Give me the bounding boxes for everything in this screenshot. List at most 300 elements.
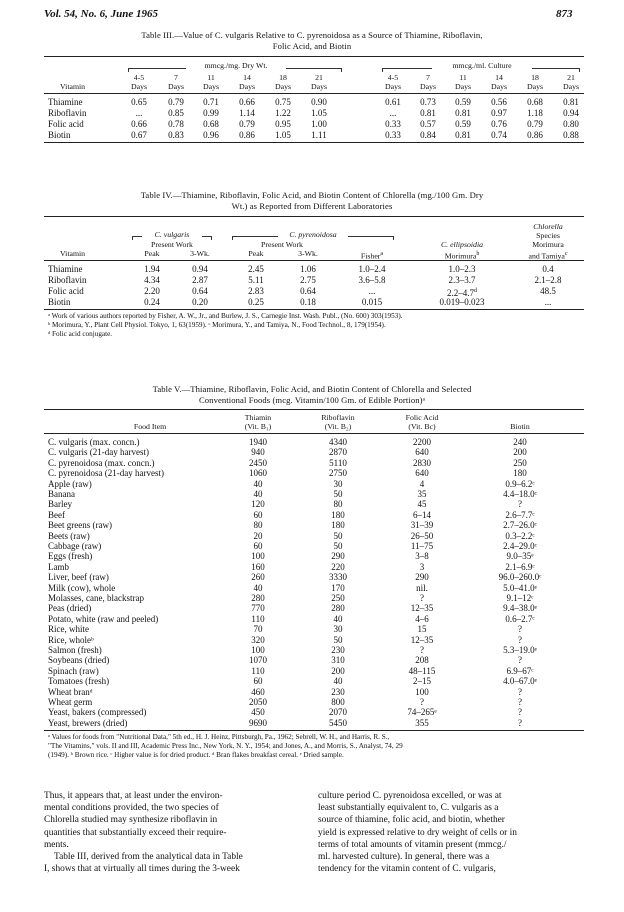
table3-cell: 0.61 bbox=[385, 97, 401, 107]
table5-cell: 460 bbox=[251, 686, 265, 697]
table4-cell-value: 48.5 bbox=[540, 286, 556, 296]
table5-cell: 50 bbox=[333, 530, 343, 541]
table5-cell: 5.3–19.0ᵉ bbox=[503, 645, 537, 655]
table5-cell: ? bbox=[518, 707, 522, 718]
table4-cell bbox=[236, 264, 276, 274]
table5-cell: 2830 bbox=[413, 457, 431, 468]
table5-row-name: Rice, wholeᵇ bbox=[48, 634, 94, 645]
table5-biotin-head: Biotin bbox=[510, 422, 530, 431]
table3-days-word: Days bbox=[419, 82, 437, 91]
table3-cell: 0.81 bbox=[563, 97, 579, 107]
table3-days-word: Days bbox=[384, 82, 402, 91]
table4-cell-value: 2.3–3.7 bbox=[448, 275, 476, 285]
table4-caption-line1: Table IV.—Thiamine, Riboflavin, Folic Acid, and Biotin Content of Chlorella (mg./100 Gm. Dry bbox=[140, 190, 484, 200]
table5-cell: 35 bbox=[417, 489, 427, 499]
table5-cell: ? bbox=[518, 499, 522, 510]
table4-cell-value: 0.019–0.023 bbox=[439, 297, 485, 307]
table5-cell: 2750 bbox=[329, 468, 347, 479]
table5-cell: ? bbox=[518, 697, 522, 707]
table4-3wk-head-2: 3-Wk. bbox=[298, 249, 318, 258]
table3-head-rule bbox=[44, 93, 584, 94]
table5-cell: 6.9–67ᶜ bbox=[506, 665, 534, 676]
table5-cell: 2070 bbox=[329, 707, 347, 718]
table4-ellipsoidia-head: C. ellipsoidia bbox=[440, 240, 484, 249]
table4-cell bbox=[288, 286, 328, 296]
table5-cell: 40 bbox=[253, 489, 263, 499]
table3-cell: 1.05 bbox=[311, 108, 327, 118]
table5-cell: 640 bbox=[415, 468, 429, 479]
table5-cell: ? bbox=[518, 655, 522, 666]
table5-cell: 220 bbox=[331, 561, 345, 572]
table3-cell: 0.88 bbox=[563, 130, 579, 140]
table5-cell: 1940 bbox=[249, 437, 267, 447]
table5-row-name: Wheat germ bbox=[48, 697, 93, 707]
table4-cell-value: ... bbox=[544, 297, 552, 307]
table4-cell bbox=[342, 264, 402, 274]
table5-cell: 208 bbox=[415, 655, 429, 666]
table4-cell bbox=[342, 275, 402, 285]
table5-cell: 12–35 bbox=[410, 603, 434, 614]
table4-row-name: Folic acid bbox=[48, 286, 84, 296]
table4-cell-value: ... bbox=[368, 286, 376, 296]
body-line: culture period C. pyrenoidosa excelled, or was at bbox=[318, 791, 502, 801]
table3-days-word: Days bbox=[490, 82, 508, 91]
table5-cell: 355 bbox=[415, 717, 429, 728]
table3-group1-label: mmcg./mg. Dry Wt. bbox=[186, 61, 286, 71]
table5-row-name: Peas (dried) bbox=[48, 603, 92, 614]
table5-row-name: Apple (raw) bbox=[48, 478, 92, 489]
table4-cell bbox=[236, 275, 276, 285]
table3-row-name: Riboflavin bbox=[48, 108, 87, 118]
table5-row-name: Spinach (raw) bbox=[48, 665, 99, 676]
table4-caption-line2: Wt.) as Reported from Different Laboratories bbox=[231, 201, 393, 211]
table5-row-name: C. pyrenoidosa (max. concn.) bbox=[48, 457, 155, 468]
table3-day-num: 14 bbox=[243, 73, 251, 82]
table3-row-name: Thiamine bbox=[48, 97, 83, 107]
table5-cell: 5450 bbox=[329, 717, 347, 728]
table5-cell: 940 bbox=[251, 447, 265, 458]
table3-cell: 0.83 bbox=[168, 130, 184, 140]
table5-row-name: Beef bbox=[48, 509, 65, 520]
table5-cell: 2870 bbox=[329, 447, 347, 458]
table4-present-work-2: Present Work bbox=[261, 240, 303, 249]
table3-cell: ... bbox=[389, 108, 397, 118]
table5-cell: ? bbox=[420, 645, 424, 655]
table4-cell bbox=[288, 297, 328, 307]
table5-food-head: Food Item bbox=[133, 422, 167, 431]
body-line: Thus, it appears that, at least under the environ- bbox=[44, 791, 223, 801]
table5-row-name: Banana bbox=[48, 489, 75, 499]
table5-cell: 640 bbox=[415, 447, 429, 458]
table5-cell: 40 bbox=[253, 582, 263, 593]
table4-footnotes bbox=[48, 312, 580, 339]
table4-cell bbox=[236, 286, 276, 296]
table5-row-name: Beet greens (raw) bbox=[48, 520, 112, 531]
table3-day-num: 4-5 bbox=[133, 73, 145, 82]
table5-cell: 96.0–260.0ᶜ bbox=[498, 572, 542, 583]
body-line: Chlorella studied may synthesize riboflavin in bbox=[44, 815, 218, 826]
table3-caption-line2: Folic Acid, and Biotin bbox=[272, 41, 352, 51]
table4-cell-value: 0.24 bbox=[144, 297, 160, 307]
table5-caption-line1: Table V.—Thiamine, Riboflavin, Folic Acid, and Biotin Content of Chlorella and Selected bbox=[152, 384, 472, 394]
table4-cell-value: 0.64 bbox=[192, 286, 208, 296]
table5-cell: 11–75 bbox=[410, 541, 434, 551]
body-line: tendency for the vitamin content of C. vulgaris, bbox=[318, 864, 496, 875]
table3-cell: 0.78 bbox=[168, 119, 184, 129]
table5-cell: 9690 bbox=[249, 717, 267, 728]
table4-caption bbox=[44, 190, 580, 212]
table5-cell: 5110 bbox=[329, 457, 347, 468]
table4-morimura-sup: b bbox=[476, 251, 480, 257]
table4-cell bbox=[132, 264, 172, 274]
table5-cell: 2.7–26.0ᶜ bbox=[503, 520, 537, 531]
table3-days-word: Days bbox=[274, 82, 292, 91]
table5-cell: 100 bbox=[251, 551, 265, 562]
table3-days-word: Days bbox=[130, 82, 148, 91]
body-column-left bbox=[44, 790, 306, 875]
table5-cell: 60 bbox=[253, 676, 263, 687]
table4-cell-value: 0.94 bbox=[192, 264, 208, 274]
table3-cell: 0.73 bbox=[420, 97, 436, 107]
table5-cell: 40 bbox=[333, 676, 343, 687]
table5-row-name: Salmon (fresh) bbox=[48, 645, 102, 655]
table5-cell: 290 bbox=[331, 551, 345, 562]
table5-cell: 15 bbox=[417, 624, 427, 635]
table4-cell bbox=[132, 275, 172, 285]
table5-caption-line2: Conventional Foods (mcg. Vitamin/100 Gm. of Edible Portion)ᵃ bbox=[198, 395, 426, 405]
table5-row-name: Liver, beef (raw) bbox=[48, 572, 109, 583]
table5-cell: 2.4–29.0ᶜ bbox=[503, 541, 537, 551]
table4-cell-value: 2.75 bbox=[300, 275, 316, 285]
table5-cell: 2050 bbox=[249, 697, 267, 707]
body-line: I, shows that at virtually all times during the 3-week bbox=[44, 864, 240, 875]
table3-day-num: 11 bbox=[207, 73, 215, 82]
table5-cell: 0.9–6.2ᶜ bbox=[505, 478, 535, 489]
table4-cell-value: 1.0–2.4 bbox=[358, 264, 386, 274]
page-number: 873 bbox=[556, 8, 573, 20]
table5-cell: 3 bbox=[419, 561, 425, 572]
table5-cell: 200 bbox=[331, 665, 345, 676]
table5-cell: 50 bbox=[333, 541, 343, 551]
table4-cell-value: 0.25 bbox=[248, 297, 264, 307]
table3-day-num: 7 bbox=[174, 73, 178, 82]
table3-vitamin-head: Vitamin bbox=[60, 82, 86, 91]
table3-day-num: 4-5 bbox=[387, 73, 399, 82]
table4-cell bbox=[180, 264, 220, 274]
table4-vulgaris-head: C. vulgaris bbox=[142, 230, 202, 240]
table5-cell: 120 bbox=[251, 499, 265, 510]
table4-peak-head-2: Peak bbox=[248, 249, 264, 258]
table4-cell bbox=[518, 275, 578, 285]
table3-days-word: Days bbox=[238, 82, 256, 91]
table3-cell: 0.57 bbox=[420, 119, 436, 129]
table3-cell: 1.05 bbox=[275, 130, 291, 140]
table3-cell: 0.85 bbox=[168, 108, 184, 118]
table4-footnote-3: ᵈ Folic acid conjugate. bbox=[48, 330, 113, 338]
table4-tamiya-label: and Tamiya bbox=[528, 251, 565, 261]
table4-cell-value: 5.11 bbox=[248, 275, 264, 285]
table5-thiamin-sub: (Vit. B₁) bbox=[244, 422, 272, 431]
table3-days-word: Days bbox=[454, 82, 472, 91]
table4-cell bbox=[180, 297, 220, 307]
table5-row-name: Eggs (fresh) bbox=[48, 551, 93, 562]
table5-cell: 4.4–18.0ᶜ bbox=[503, 489, 537, 499]
table5-cell: 0.6–2.7ᶜ bbox=[505, 613, 535, 624]
table3-days-word: Days bbox=[167, 82, 185, 91]
table5-cell: 230 bbox=[331, 645, 345, 655]
table5-cell: 12–35 bbox=[410, 634, 434, 645]
running-header-left: Vol. 54, No. 6, June 1965 bbox=[44, 8, 158, 20]
table3-cell: 1.11 bbox=[311, 130, 327, 140]
table4-species-head: Species bbox=[536, 231, 560, 240]
body-column-right bbox=[318, 790, 580, 875]
table5-cell: 9.0–35ᵉ bbox=[506, 551, 534, 562]
table5-cell: 100 bbox=[415, 686, 429, 697]
table5-row-name: Molasses, cane, blackstrap bbox=[48, 593, 144, 603]
table3-cell: 0.79 bbox=[239, 119, 255, 129]
table4-cell-value: 1.06 bbox=[300, 264, 316, 274]
table4-cell bbox=[422, 275, 502, 285]
table3-cell: 0.33 bbox=[385, 130, 401, 140]
table5-cell: 3–8 bbox=[415, 551, 429, 562]
table5-row-name: Tomatoes (fresh) bbox=[48, 676, 110, 687]
table5-cell: ? bbox=[420, 593, 424, 603]
table3-cell: 0.94 bbox=[563, 108, 579, 118]
table4-row-name: Thiamine bbox=[48, 264, 83, 274]
table4-row-name: Biotin bbox=[48, 297, 71, 307]
table5-cell: 9.1–12ᶜ bbox=[506, 593, 534, 603]
body-line: terms of total amounts of vitamin present (mmcg./ bbox=[318, 839, 507, 850]
table5-cell: 310 bbox=[331, 655, 345, 666]
table5-cell: 230 bbox=[331, 686, 345, 697]
table5-row-name: Yeast, brewers (dried) bbox=[48, 717, 128, 728]
table3-days-word: Days bbox=[310, 82, 328, 91]
body-line: source of thiamine, folic acid, and biotin, whether bbox=[318, 815, 505, 826]
table5-cell: ? bbox=[518, 686, 522, 697]
table3-cell: 0.84 bbox=[420, 130, 436, 140]
table5-cell: 160 bbox=[251, 561, 265, 572]
table4-cell-value: 2.87 bbox=[192, 275, 208, 285]
table4-fisher-sup: a bbox=[380, 251, 384, 257]
table5-cell: 9.4–38.0ᵉ bbox=[503, 603, 537, 614]
table4-chlorella-head: Chlorella bbox=[533, 222, 563, 231]
table4-cell bbox=[342, 297, 402, 307]
table3-group2-label: mmcg./ml. Culture bbox=[432, 61, 532, 71]
table5-cell: 100 bbox=[251, 645, 265, 655]
body-line: least substantially equivalent to, C. vulgaris as a bbox=[318, 803, 499, 814]
table5-cell: 50 bbox=[333, 489, 343, 499]
table5-cell: 45 bbox=[417, 499, 427, 510]
table5-cell: 5.0–41.0ᵉ bbox=[503, 582, 537, 593]
table5-cell: 4–6 bbox=[415, 613, 429, 624]
table5-row-name: Lamb bbox=[48, 561, 69, 572]
table5-row-name: Beets (raw) bbox=[48, 530, 90, 541]
table5-cell: 74–265ᵉ bbox=[407, 707, 437, 718]
table3-cell: 0.90 bbox=[311, 97, 327, 107]
table4-cell bbox=[342, 286, 402, 296]
table5-cell: 250 bbox=[513, 457, 527, 468]
table5-row-name: C. vulgaris (max. concn.) bbox=[48, 437, 140, 447]
body-line: ml. harvested culture). In general, there was a bbox=[318, 852, 490, 863]
table3-cell: 0.33 bbox=[385, 119, 401, 129]
table5-bottom-rule bbox=[44, 730, 584, 731]
table3-row-name: Folic acid bbox=[48, 119, 84, 129]
table5-ribo-head: Riboflavin bbox=[321, 413, 355, 422]
table3-caption bbox=[44, 30, 580, 52]
table5-cell: 2.6–7.7ᶜ bbox=[505, 509, 535, 520]
table5-cell: 200 bbox=[513, 447, 527, 458]
table3-cell: 0.96 bbox=[203, 130, 219, 140]
table3-cell: 0.80 bbox=[563, 119, 579, 129]
table4-cell bbox=[132, 286, 172, 296]
table4-cell-value: 2.20 bbox=[144, 286, 160, 296]
table5-cell: 6–14 bbox=[413, 509, 431, 520]
table3-cell: 0.59 bbox=[455, 119, 471, 129]
table5-cell: 280 bbox=[251, 593, 265, 603]
table5-cell: 3330 bbox=[329, 572, 347, 583]
table4-cell bbox=[518, 297, 578, 307]
table5-ribo-sub: (Vit. B₂) bbox=[324, 422, 352, 431]
table5-footnote-3: (1949). ᵇ Brown rice. ᶜ Higher value is for dried product. ᵈ Bran flakes breakfast cereal. ᵉ Dried sample. bbox=[48, 751, 344, 759]
table4-cell bbox=[288, 275, 328, 285]
table4-cell-value: 0.64 bbox=[300, 286, 316, 296]
table4-3wk-head-1: 3-Wk. bbox=[190, 249, 210, 258]
table4-cell-value: 2.83 bbox=[248, 286, 264, 296]
table3-day-num: 21 bbox=[315, 73, 323, 82]
table4-present-work-1: Present Work bbox=[151, 240, 193, 249]
body-line: ments. bbox=[44, 839, 69, 850]
table4-fisher-label: Fisher bbox=[360, 251, 381, 261]
table3-cell: 1.18 bbox=[527, 108, 543, 118]
table5-footnote-1: ᵃ Values for foods from "Nutritional Data," 5th ed., H. J. Heinz, Pittsburgh, Pa., 1962; Sebrell, W. H., and Harris, R. S., bbox=[48, 733, 390, 741]
table5-cell: 2200 bbox=[413, 437, 431, 447]
table4-head-rule bbox=[44, 260, 584, 261]
table4-cell-value: 2.45 bbox=[248, 264, 264, 274]
table4-cell-value: 2.2–4.7 bbox=[447, 288, 474, 298]
table3-cell: 1.22 bbox=[275, 108, 291, 118]
table4-cell bbox=[236, 297, 276, 307]
table3-cell: ... bbox=[135, 108, 143, 118]
table3-bottom-rule bbox=[44, 142, 584, 143]
table3-row-name: Biotin bbox=[48, 130, 71, 140]
table3-cell: 0.76 bbox=[491, 119, 507, 129]
table3-cell: 0.59 bbox=[455, 97, 471, 107]
table3-top-rule bbox=[44, 56, 584, 57]
table4-top-rule bbox=[44, 216, 584, 217]
table3-cell: 0.81 bbox=[420, 108, 436, 118]
table4-cell bbox=[180, 275, 220, 285]
table5-cell: ? bbox=[518, 634, 522, 645]
table4-cell-value: 4.34 bbox=[144, 275, 160, 285]
table5-cell: 48–115 bbox=[408, 665, 436, 676]
table3-cell: 0.75 bbox=[275, 97, 291, 107]
table5-folic-head: Folic Acid bbox=[405, 413, 439, 422]
table5-cell: 110 bbox=[251, 665, 265, 676]
table3-cell: 0.86 bbox=[239, 130, 255, 140]
table5-cell: 1060 bbox=[249, 468, 267, 479]
table5-cell: 30 bbox=[333, 478, 343, 489]
table5-head-rule bbox=[44, 433, 584, 434]
table5-cell: 4340 bbox=[329, 437, 347, 447]
table3-cell: 0.79 bbox=[527, 119, 543, 129]
table3-cell: 0.86 bbox=[527, 130, 543, 140]
body-line: Table III, derived from the analytical data in Table bbox=[54, 852, 243, 863]
table5-cell: 110 bbox=[251, 613, 265, 624]
table4-cell-sup: d bbox=[474, 288, 477, 294]
table5-cell: 80 bbox=[253, 520, 263, 531]
table3-cell: 0.56 bbox=[491, 97, 507, 107]
table4-cell bbox=[422, 264, 502, 274]
table5-cell: 240 bbox=[513, 437, 527, 447]
table5-cell: 4 bbox=[419, 478, 425, 489]
table5-cell: ? bbox=[518, 717, 522, 728]
body-line: quantities that substantially exceed their require- bbox=[44, 827, 227, 838]
table3-cell: 0.66 bbox=[239, 97, 255, 107]
table4-cell bbox=[422, 297, 502, 307]
table5-cell: 60 bbox=[253, 541, 263, 551]
table5-row-name: Barley bbox=[48, 499, 72, 510]
table4-morimura-label: Morimura bbox=[444, 251, 477, 261]
table5-cell: 260 bbox=[251, 572, 265, 583]
table5-cell: 180 bbox=[331, 520, 345, 531]
table5-cell: 180 bbox=[331, 509, 345, 520]
table4-tamiya-sup: c bbox=[564, 251, 568, 257]
table3-cell: 0.68 bbox=[203, 119, 219, 129]
table4-row-name: Riboflavin bbox=[48, 275, 87, 285]
table5-cell: 290 bbox=[415, 572, 429, 583]
table5-row-name: Yeast, bakers (compressed) bbox=[48, 707, 147, 718]
table5-cell: 0.3–2.2ᶜ bbox=[505, 530, 535, 541]
table5-cell: 40 bbox=[333, 613, 343, 624]
table5-cell: ? bbox=[420, 697, 424, 707]
table4-morimura-head-2: Morimura bbox=[532, 240, 564, 249]
table5-cell: ? bbox=[518, 624, 522, 635]
table5-footnote-2: "The Vitamins," vols. II and III, Academic Press Inc., New York, N. Y., 1954; and Jones, A., and Morris, S., Analyst, 74, 29 bbox=[48, 742, 403, 750]
table4-cell-value: 1.94 bbox=[144, 264, 160, 274]
table3-cell: 1.14 bbox=[239, 108, 255, 118]
table4-cell-value: 0.015 bbox=[361, 297, 383, 307]
table3-cell: 0.67 bbox=[131, 130, 147, 140]
table3-cell: 0.68 bbox=[527, 97, 543, 107]
table4-vitamin-head: Vitamin bbox=[60, 249, 86, 258]
table5-row-name: C. pyrenoidosa (21-day harvest) bbox=[48, 468, 164, 479]
table5-cell: 2.1–6.9ᶜ bbox=[505, 561, 535, 572]
table3-day-num: 18 bbox=[279, 73, 287, 82]
table5-cell: 40 bbox=[253, 478, 263, 489]
table4-peak-head-1: Peak bbox=[144, 249, 160, 258]
table3-day-num: 21 bbox=[567, 73, 575, 82]
table3-cell: 0.66 bbox=[131, 119, 147, 129]
table3-days-word: Days bbox=[202, 82, 220, 91]
table3-caption-line1: Table III.—Value of C. vulgaris Relative to C. pyrenoidosa as a Source of Thiamine, Riboflavin, bbox=[141, 30, 483, 40]
table3-day-num: 14 bbox=[495, 73, 503, 82]
table5-cell: 50 bbox=[333, 634, 343, 645]
table3-day-num: 18 bbox=[531, 73, 539, 82]
table5-row-name: Milk (cow), whole bbox=[48, 582, 116, 593]
table4-pyrenoidosa-head: C. pyrenoidosa bbox=[278, 230, 348, 240]
table5-row-name: C. vulgaris (21-day harvest) bbox=[48, 447, 149, 458]
table4-cell-value: 0.18 bbox=[300, 297, 316, 307]
table5-cell: 60 bbox=[253, 509, 263, 520]
table5-cell: 170 bbox=[331, 582, 345, 593]
table5-top-rule bbox=[44, 409, 584, 410]
table4-cell bbox=[180, 286, 220, 296]
table5-folic-sub: (Vit. Bc) bbox=[408, 422, 436, 431]
table3-cell: 0.74 bbox=[491, 130, 507, 140]
table5-cell: nil. bbox=[416, 582, 428, 593]
body-line: mental conditions provided, the two species of bbox=[44, 803, 219, 814]
table5-cell: 320 bbox=[251, 634, 265, 645]
